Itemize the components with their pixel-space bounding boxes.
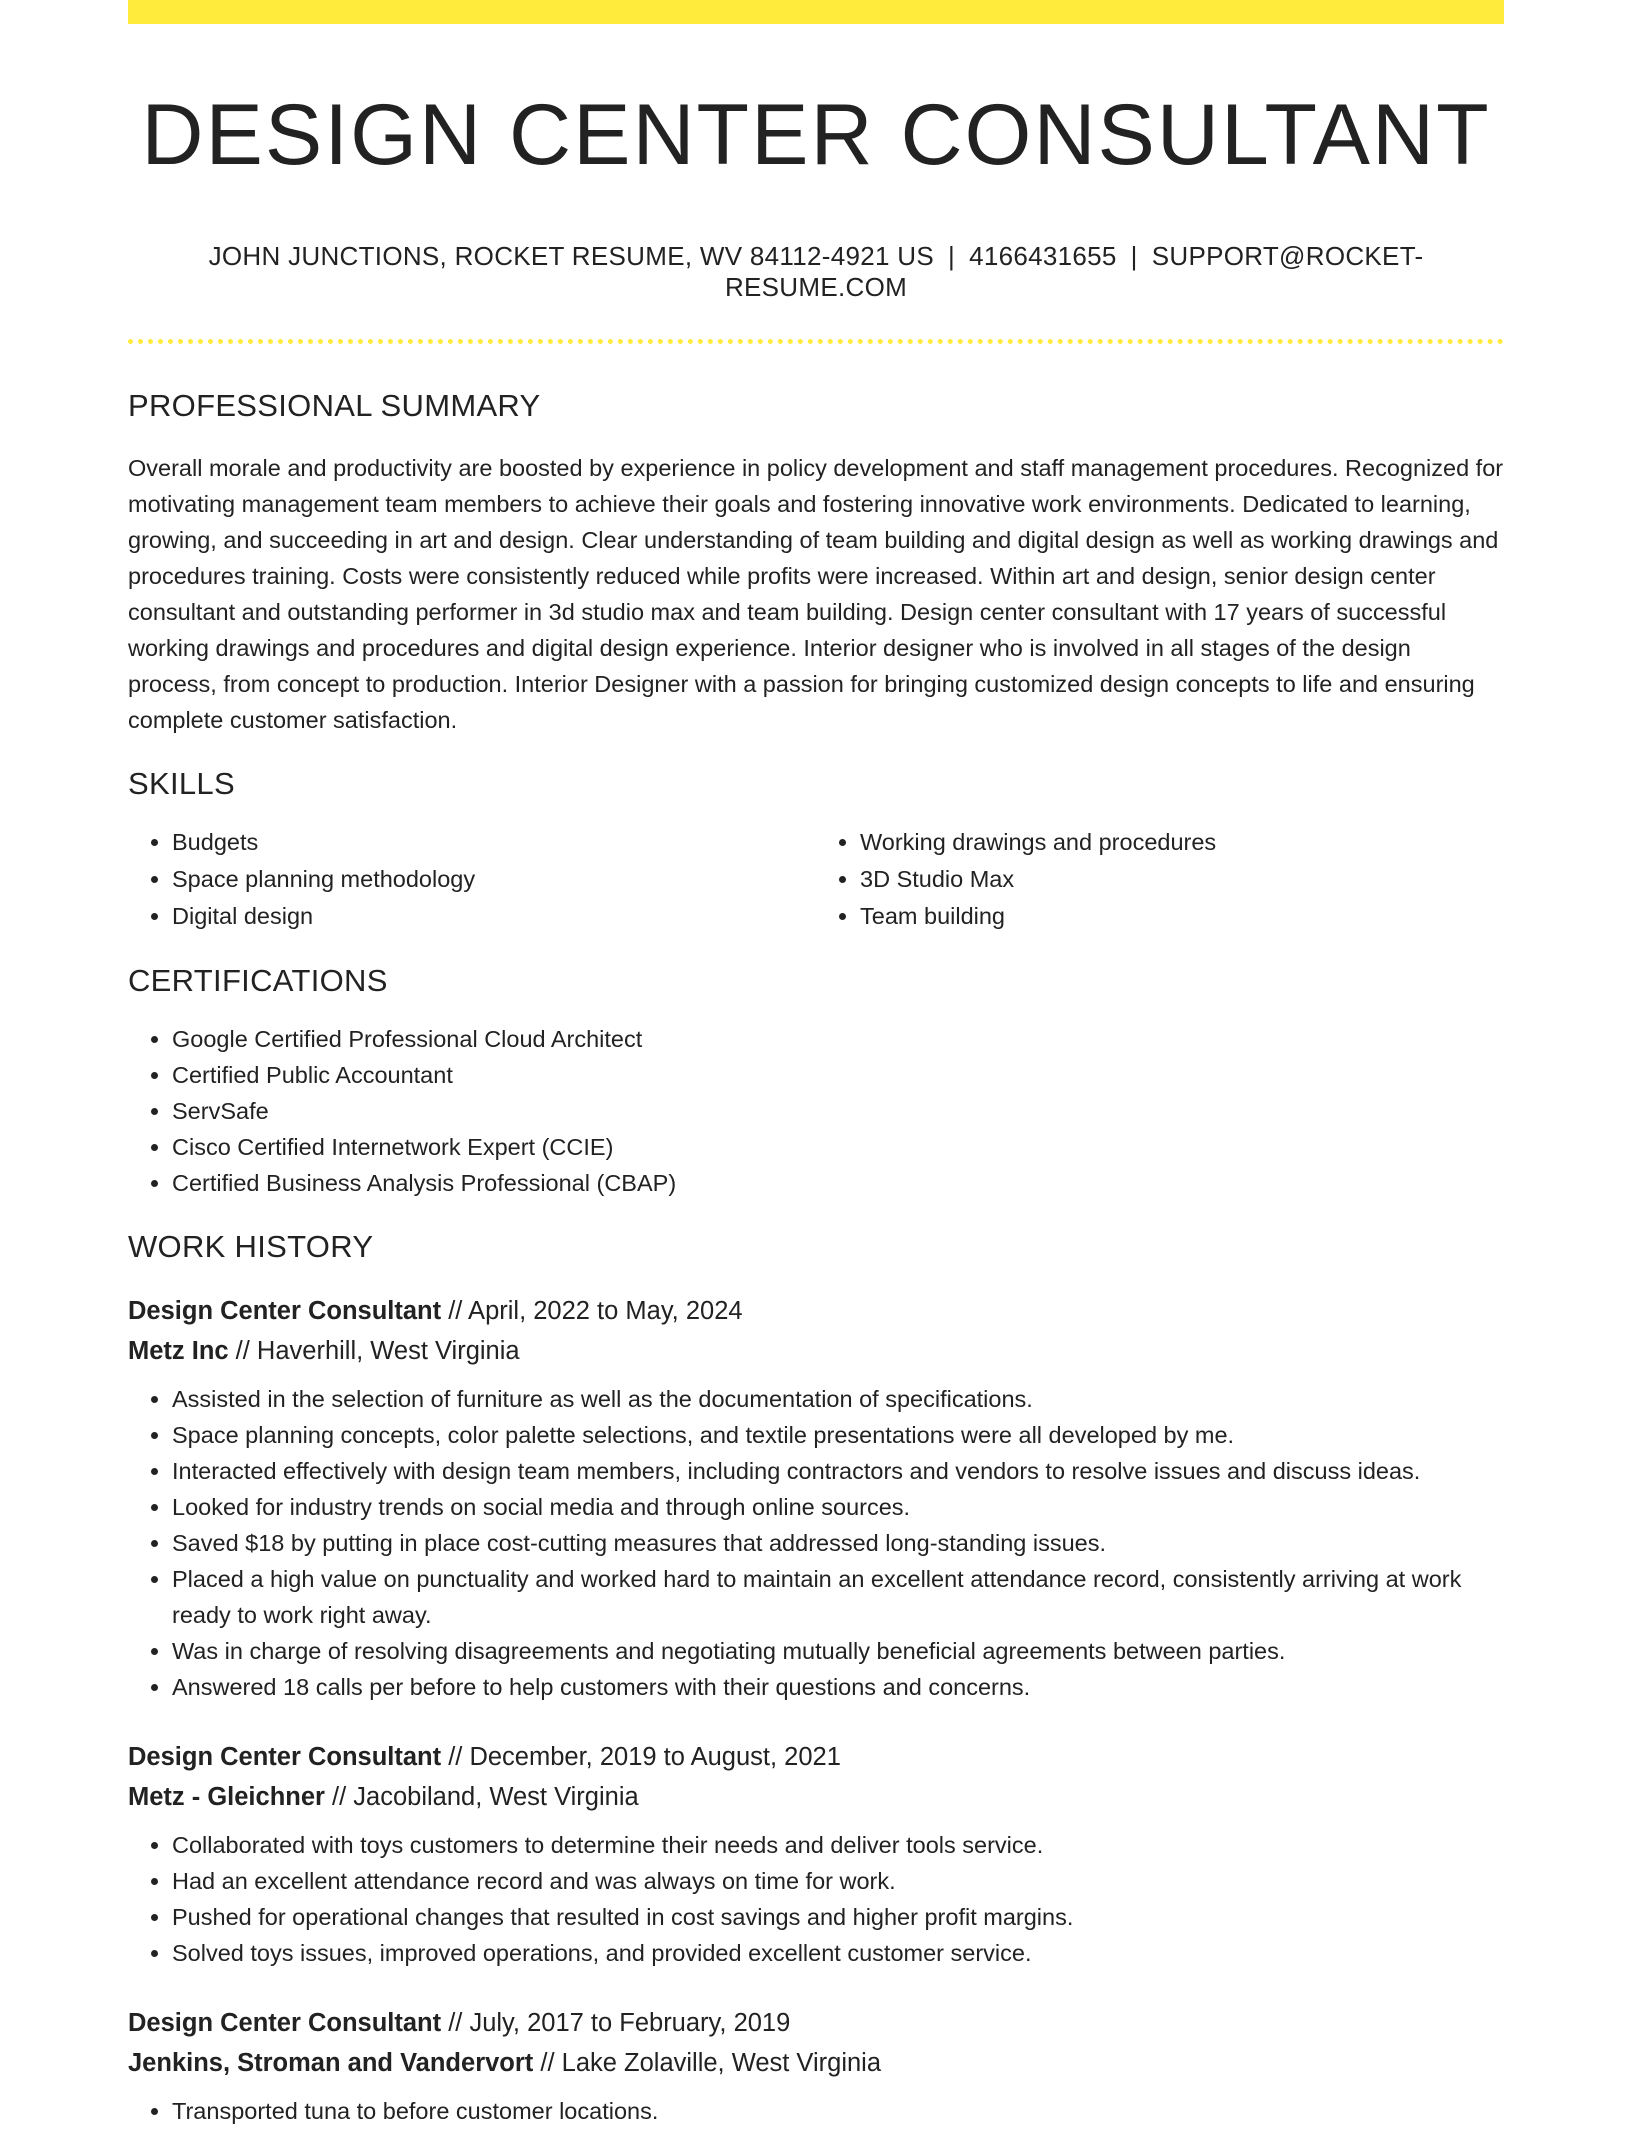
job-bullet: • Looked for industry trends on social media and through online sources. (172, 1489, 1504, 1525)
job-bullet: • Space planning concepts, color palette selections, and textile presentations were all developed by me. (172, 1417, 1504, 1453)
certification-item: • Certified Business Analysis Professional (CBAP) (172, 1165, 1504, 1201)
job-bullet: • Answered 18 calls per before to help customers with their questions and concerns. (172, 1669, 1504, 1705)
certification-item: • ServSafe (172, 1093, 1504, 1129)
job-dates: // July, 2017 to February, 2019 (441, 2009, 791, 2038)
skill-item: • Team building (860, 898, 1504, 935)
skills-column-right (816, 824, 1504, 935)
top-accent-bar (128, 0, 1504, 24)
skill-item: • Budgets (172, 824, 816, 861)
job-bullets (128, 1381, 1504, 1705)
job-company: Jenkins, Stroman and Vandervort (128, 2049, 534, 2078)
job-location: // Lake Zolaville, West Virginia (533, 2049, 882, 2078)
contact-separator: | (1130, 241, 1138, 272)
summary-heading: PROFESSIONAL SUMMARY (128, 388, 541, 424)
job-bullet: • Solved toys issues, improved operations, and provided excellent customer service. (172, 1935, 1504, 1971)
job-bullet: • Saved $18 by putting in place cost-cutting measures that addressed long-standing issues. (172, 1525, 1504, 1561)
job-location: // Jacobiland, West Virginia (324, 1783, 639, 1812)
skill-item: • 3D Studio Max (860, 861, 1504, 898)
job-company-line (128, 1331, 1504, 1371)
skills-column-left (128, 824, 816, 935)
job-bullet: • Collaborated with toys customers to determine their needs and deliver tools service. (172, 1827, 1504, 1863)
job-bullet: • Pushed for operational changes that resulted in cost savings and higher profit margins. (172, 1899, 1504, 1935)
resume-name: DESIGN CENTER CONSULTANT (141, 87, 1491, 183)
job-bullet: • Placed a high value on punctuality and worked hard to maintain an excellent attendance record, consistently arriving at work ready to work right away. (172, 1561, 1504, 1633)
certification-item: • Cisco Certified Internetwork Expert (CCIE) (172, 1129, 1504, 1165)
job-company: Metz Inc (128, 1337, 229, 1366)
job-dates: // December, 2019 to August, 2021 (441, 1743, 841, 1772)
job-bullets (128, 1827, 1504, 1971)
skill-item: • Working drawings and procedures (860, 824, 1504, 861)
job-bullet: • Assisted in the selection of furniture as well as the documentation of specifications. (172, 1381, 1504, 1417)
job-role: Design Center Consultant (128, 1297, 442, 1326)
job-entry (128, 1737, 1504, 1971)
dotted-divider (128, 339, 1504, 344)
job-role-line (128, 2003, 1504, 2043)
summary-text: Overall morale and productivity are boosted by experience in policy development and staff management procedures. Recognized for motivating management team members to achieve their goals and fostering innovative work environments. Dedicated to learning, growing, and succeeding in art and design. Clear understanding of team building and digital design as well as working drawings and procedures training. Costs were consistently reduced while profits were increased. Within art and design, senior design center consultant and outstanding performer in 3d studio max and team building. Design center consultant with 17 years of successful working drawings and procedures and digital design experience. Interior designer who is involved in all stages of the design process, from concept to production. Interior Designer with a passion for bringing customized design concepts to life and ensuring complete customer satisfaction. (128, 455, 1504, 734)
job-role: Design Center Consultant (128, 1743, 442, 1772)
job-role-line (128, 1291, 1504, 1331)
job-company-line (128, 2043, 1504, 2083)
contact-line (128, 241, 1504, 303)
certifications-list (128, 1021, 1504, 1201)
job-bullet: • Interacted effectively with design team members, including contractors and vendors to resolve issues and discuss ideas. (172, 1453, 1504, 1489)
contact-email: SUPPORT@ROCKET-RESUME.COM (724, 241, 1424, 303)
contact-address: JOHN JUNCTIONS, ROCKET RESUME, WV 84112-4921 US (208, 241, 934, 272)
job-location: // Haverhill, West Virginia (228, 1337, 520, 1366)
certification-item: • Google Certified Professional Cloud Architect (172, 1021, 1504, 1057)
contact-phone: 4166431655 (969, 241, 1117, 272)
job-entry (128, 1291, 1504, 1705)
contact-separator: | (948, 241, 956, 272)
job-role-line (128, 1737, 1504, 1777)
job-company: Metz - Gleichner (128, 1783, 325, 1812)
job-bullet: • Was in charge of resolving disagreements and negotiating mutually beneficial agreements between parties. (172, 1633, 1504, 1669)
job-bullets (128, 2093, 1504, 2129)
work-history-heading: WORK HISTORY (128, 1229, 374, 1265)
resume-page (128, 0, 1504, 2129)
skill-item: • Space planning methodology (172, 861, 816, 898)
skills-list (128, 824, 1504, 935)
skill-item: • Digital design (172, 898, 816, 935)
certifications-heading: CERTIFICATIONS (128, 963, 388, 999)
job-bullet: • Transported tuna to before customer locations. (172, 2093, 1504, 2129)
job-bullet: • Had an excellent attendance record and was always on time for work. (172, 1863, 1504, 1899)
job-dates: // April, 2022 to May, 2024 (441, 1297, 743, 1326)
job-company-line (128, 1777, 1504, 1817)
job-entry (128, 2003, 1504, 2129)
job-role: Design Center Consultant (128, 2009, 442, 2038)
skills-heading: SKILLS (128, 766, 235, 802)
certification-item: • Certified Public Accountant (172, 1057, 1504, 1093)
